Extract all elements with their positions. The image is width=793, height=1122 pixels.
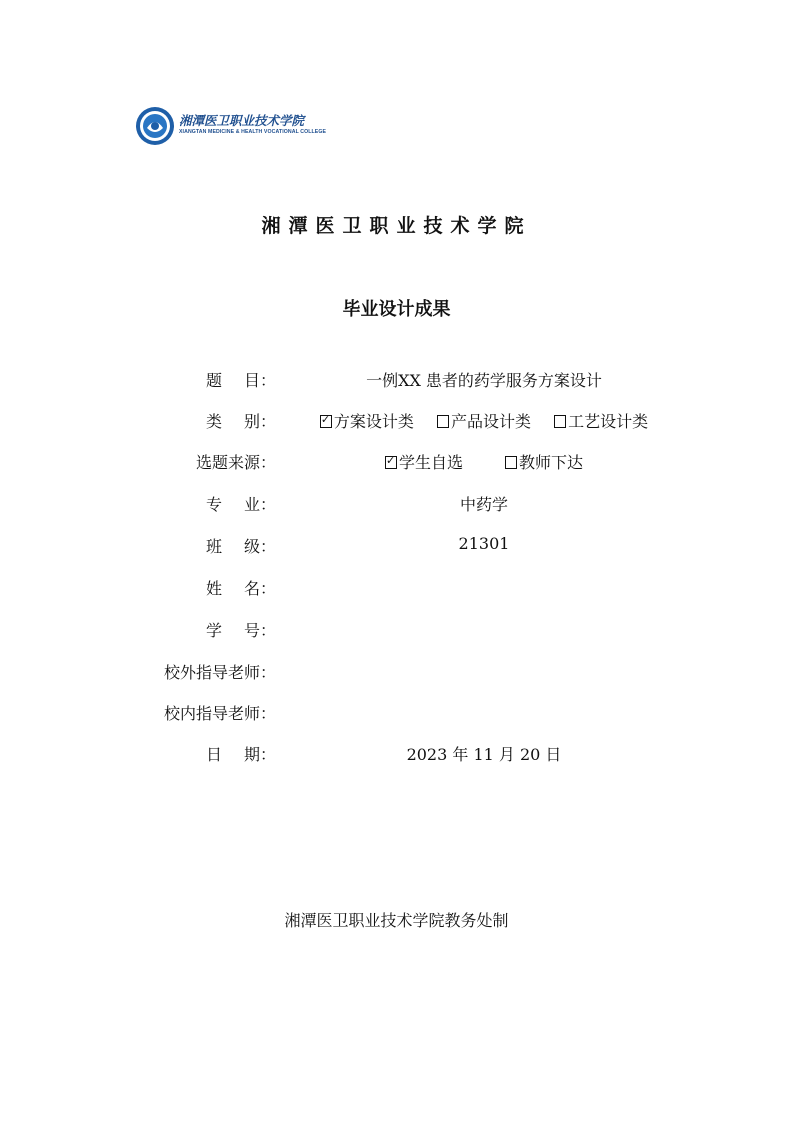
checked-box-icon[interactable] — [320, 415, 332, 428]
class-value: 21301 — [458, 534, 510, 553]
internal-advisor-row — [0, 701, 793, 729]
category-option-process[interactable]: 工艺设计类 — [554, 412, 648, 431]
category-row — [0, 409, 793, 437]
date-value: 2023 年 11 月 20 日 — [406, 745, 562, 764]
class-row — [0, 534, 793, 562]
date-row — [0, 742, 793, 770]
college-emblem-icon — [135, 106, 175, 146]
source-option-teacher[interactable]: 教师下达 — [505, 453, 583, 472]
major-row — [0, 492, 793, 520]
document-title: 毕业设计成果 — [342, 299, 451, 320]
major-value: 中药学 — [459, 495, 508, 514]
topic-row — [0, 368, 793, 396]
student-id-label: 学 号： — [205, 621, 276, 640]
unchecked-box-icon[interactable] — [505, 456, 517, 469]
name-row — [0, 576, 793, 604]
logo-name-en: XIANGTAN MEDICINE & HEALTH VOCATIONAL COLLEGE — [179, 129, 327, 135]
topic-value: 一例XX 患者的药学服务方案设计 — [366, 371, 602, 390]
footer-issuer: 湘潭医卫职业技术学院教务处制 — [284, 911, 509, 930]
category-options — [280, 409, 688, 432]
category-option-scheme[interactable]: ✓ 方案设计类 — [320, 412, 414, 431]
unchecked-box-icon[interactable] — [437, 415, 449, 428]
source-options — [280, 450, 688, 473]
logo-name-cn: 湘潭医卫职业技术学院 — [179, 113, 305, 128]
major-label: 专 业： — [205, 495, 276, 514]
category-label: 类 别： — [205, 412, 276, 431]
external-advisor-label: 校外指导老师： — [163, 663, 276, 682]
name-label: 姓 名： — [205, 579, 276, 598]
source-row — [0, 450, 793, 478]
school-title: 湘潭医卫职业技术学院 — [261, 215, 532, 237]
checked-box-icon[interactable] — [385, 456, 397, 469]
topic-label: 题 目： — [205, 371, 276, 390]
source-option-self[interactable]: ✓ 学生自选 — [385, 453, 463, 472]
category-option-product[interactable]: 产品设计类 — [437, 412, 531, 431]
external-advisor-row — [0, 660, 793, 688]
class-label: 班 级： — [205, 537, 276, 556]
student-id-row — [0, 618, 793, 646]
internal-advisor-label: 校内指导老师： — [163, 704, 276, 723]
unchecked-box-icon[interactable] — [554, 415, 566, 428]
date-label: 日 期： — [205, 745, 276, 764]
source-label: 选题来源： — [195, 453, 276, 472]
college-logo — [135, 106, 327, 146]
